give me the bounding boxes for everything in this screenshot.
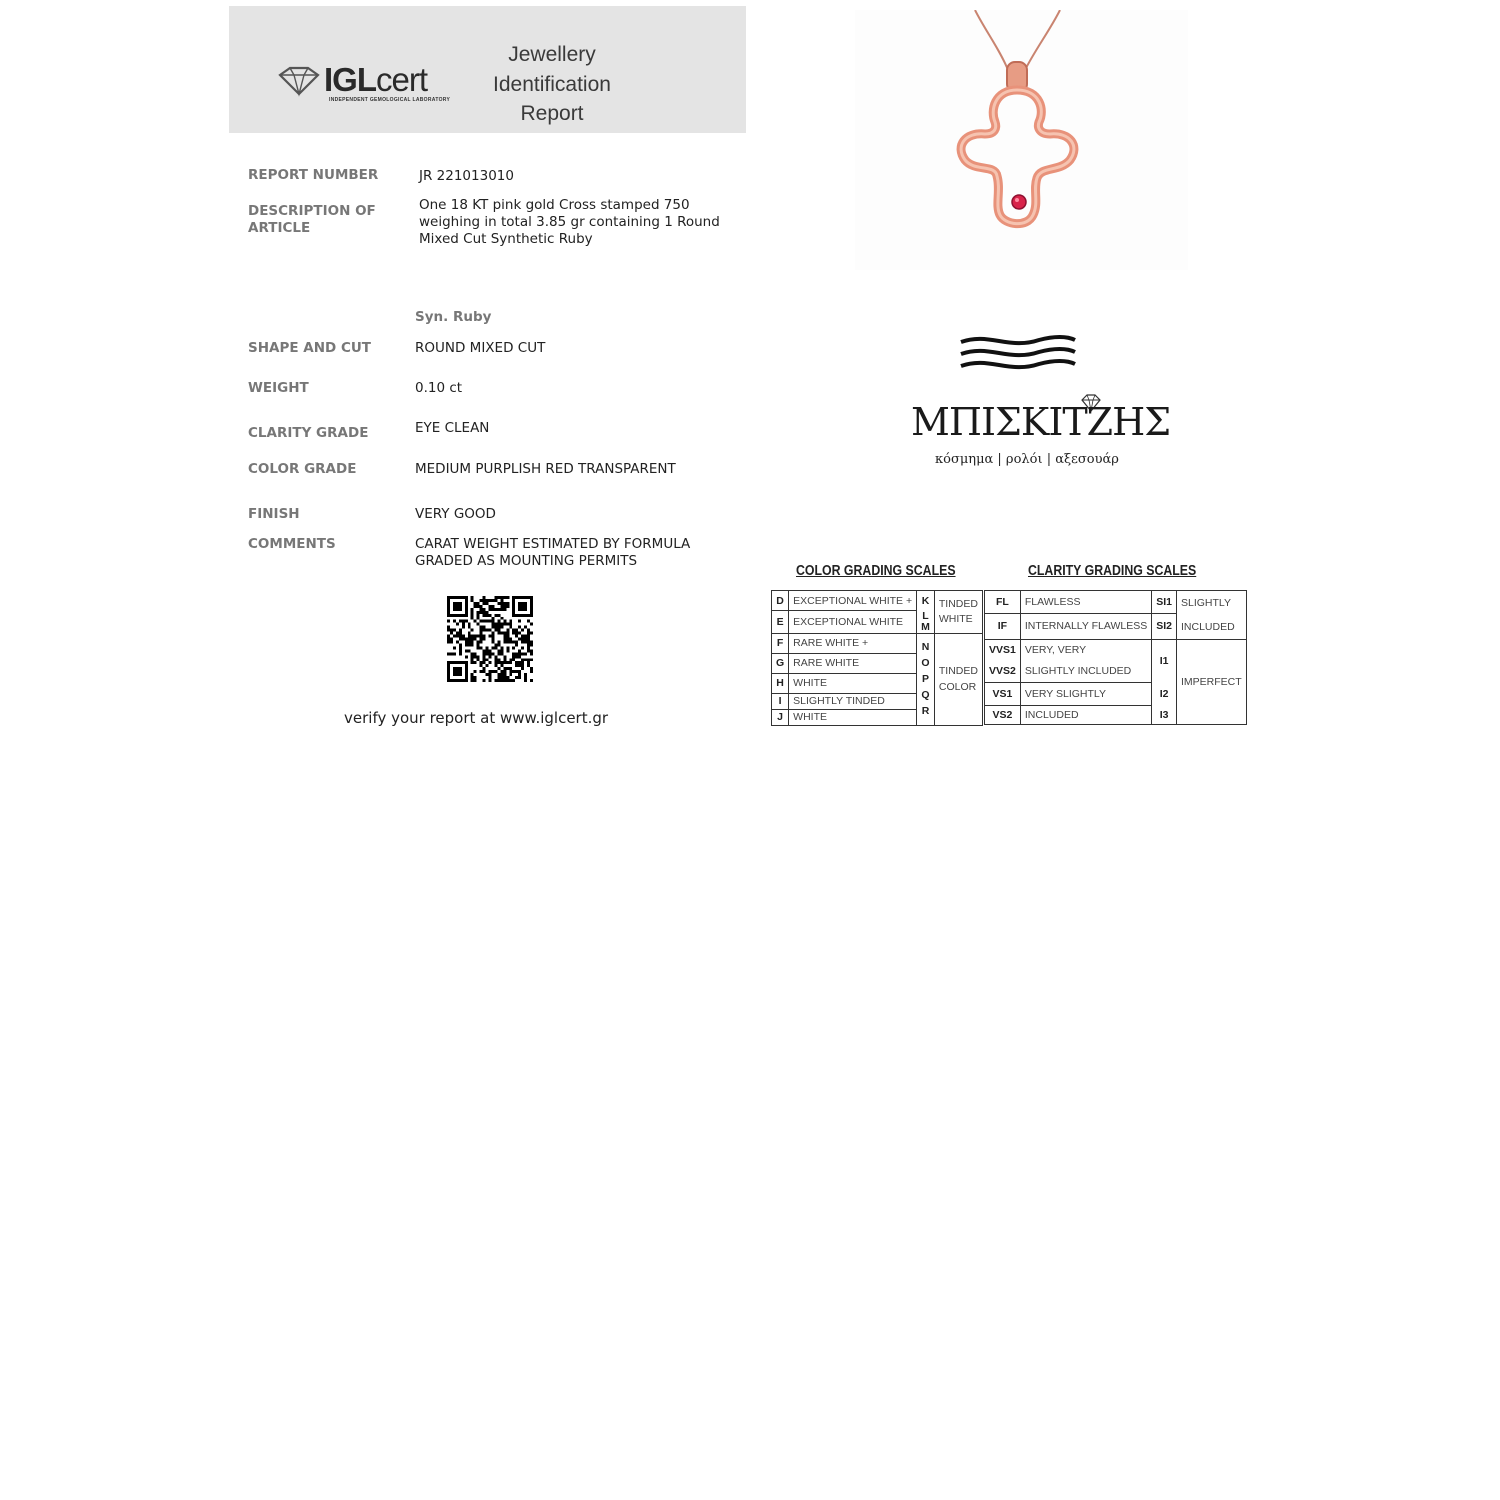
grade-desc: SLIGHTLY INCLUDED [1176, 591, 1246, 640]
grade-desc: EXCEPTIONAL WHITE + [789, 591, 917, 611]
comments-label: COMMENTS [248, 536, 336, 552]
comments-value: CARAT WEIGHT ESTIMATED BY FORMULA GRADED AS MOUNTING PERMITS [415, 536, 691, 569]
grade-cell: L M [917, 611, 935, 634]
grade-cell: I2 [1152, 683, 1177, 706]
grade-cell: I3 [1152, 706, 1177, 725]
weight-value: 0.10 ct [415, 380, 463, 396]
logo-wordmark: IGLcert [324, 61, 428, 98]
grade-desc: RARE WHITE + [789, 633, 917, 653]
grade-cell: G [772, 653, 789, 673]
grade-desc: SLIGHTLY TINDED [789, 693, 917, 709]
grade-cell: F [772, 633, 789, 653]
clarity-scale-title: CLARITY GRADING SCALES [1028, 563, 1197, 579]
brand-name: ΜΠΙΣΚΙΤΖΗΣ [911, 400, 1171, 444]
grade-desc: WHITE [789, 673, 917, 693]
grade-cell: D [772, 591, 789, 611]
grade-desc: FLAWLESS [1020, 591, 1151, 614]
report-number-value: JR 221013010 [419, 168, 514, 184]
shape-cut-value: ROUND MIXED CUT [415, 340, 546, 356]
clarity-value: EYE CLEAN [415, 420, 490, 436]
grade-desc: TINDED WHITE [934, 591, 982, 634]
grade-cell: SI2 [1152, 613, 1177, 639]
shape-cut-label: SHAPE AND CUT [248, 340, 372, 356]
grade-desc: RARE WHITE [789, 653, 917, 673]
clarity-label: CLARITY GRADE [248, 425, 369, 441]
brand-logo [905, 330, 1171, 475]
finish-label: FINISH [248, 506, 300, 522]
waves-icon [959, 332, 1079, 382]
grade-desc: TINDED COLOR [934, 633, 982, 725]
report-number-label: REPORT NUMBER [248, 167, 379, 183]
logo-subtitle: INDEPENDENT GEMOLOGICAL LABORATORY [329, 97, 451, 103]
report-header [229, 6, 746, 133]
description-label: DESCRIPTION OF ARTICLE [248, 203, 376, 236]
grade-cell: E [772, 611, 789, 634]
grade-desc: INTERNALLY FLAWLESS [1020, 613, 1151, 639]
brand-tagline: κόσμημα | ρολόι | αξεσουάρ [935, 452, 1119, 467]
grade-cell: N O P Q R [917, 633, 935, 725]
verify-link[interactable]: verify your report at www.iglcert.gr [344, 709, 609, 727]
weight-label: WEIGHT [248, 380, 309, 396]
description-value: One 18 KT pink gold Cross stamped 750 weighing in total 3.85 gr containing 1 Round Mixed Cut Synthetic Ruby [419, 197, 720, 247]
grade-desc: IMPERFECT [1176, 640, 1246, 725]
stone-heading: Syn. Ruby [415, 309, 492, 325]
grade-desc: WHITE [789, 709, 917, 725]
grade-cell: H [772, 673, 789, 693]
color-value: MEDIUM PURPLISH RED TRANSPARENT [415, 461, 676, 477]
grade-cell: J [772, 709, 789, 725]
color-scale-table [771, 590, 983, 726]
grade-cell: K [917, 591, 935, 611]
grade-cell: SI1 [1152, 591, 1177, 614]
diamond-icon [276, 65, 322, 97]
color-label: COLOR GRADE [248, 461, 357, 477]
grade-cell: FL [985, 591, 1021, 614]
color-scale-title: COLOR GRADING SCALES [796, 563, 956, 579]
grade-desc: INCLUDED [1020, 706, 1151, 725]
grade-cell: VS1 [985, 683, 1021, 706]
cross-pendant-image [855, 10, 1188, 270]
grade-cell: IF [985, 613, 1021, 639]
grade-cell: VVS1 VVS2 [985, 640, 1021, 683]
clarity-scale-table [984, 590, 1247, 725]
grade-cell: VS2 [985, 706, 1021, 725]
grade-desc: EXCEPTIONAL WHITE [789, 611, 917, 634]
report-title: Jewellery Identification Report [493, 43, 611, 125]
grade-cell: I1 [1152, 640, 1177, 683]
grade-desc: VERY, VERY SLIGHTLY INCLUDED [1020, 640, 1151, 683]
finish-value: VERY GOOD [415, 506, 496, 522]
qr-code[interactable] [446, 596, 534, 682]
iglcert-logo [276, 63, 451, 105]
grade-desc: VERY SLIGHTLY [1020, 683, 1151, 706]
grade-cell: I [772, 693, 789, 709]
